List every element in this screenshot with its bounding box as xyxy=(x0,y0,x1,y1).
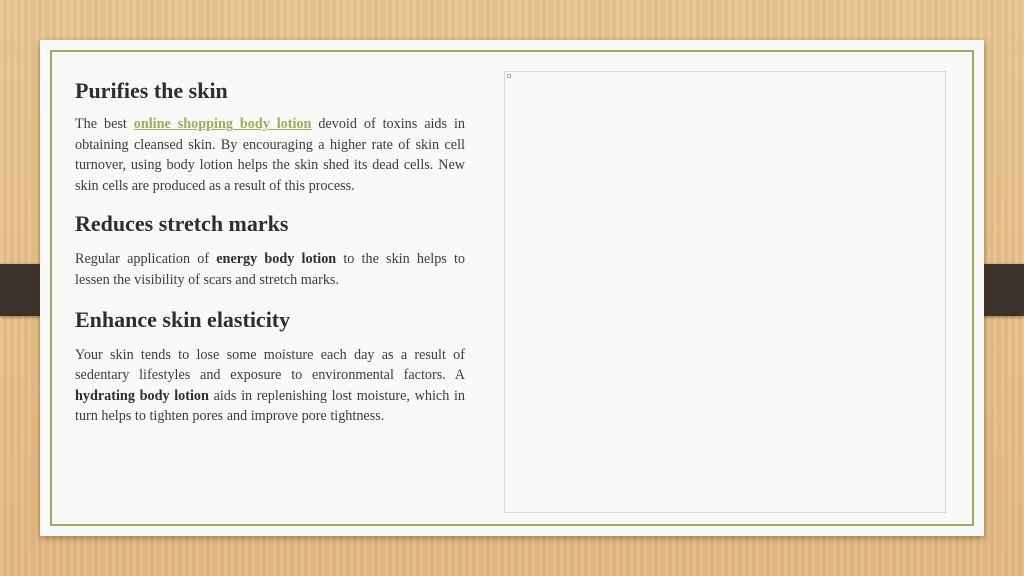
online-shopping-body-lotion-link[interactable]: online shopping body lotion xyxy=(133,116,312,132)
hydrating-body-lotion-bold: hydrating body lotion xyxy=(75,387,209,404)
energy-body-lotion-bold: energy body lotion xyxy=(216,251,337,268)
section-heading-elasticity: Enhance skin elasticity xyxy=(75,306,291,332)
section-body-stretch-marks xyxy=(75,249,465,290)
section-body-elasticity xyxy=(75,345,465,427)
body-text-start: Regular application of xyxy=(75,251,217,268)
section-body-purifies xyxy=(75,114,465,196)
body-text-end: to the skin helps to lessen the visibility of scars and stretch marks. xyxy=(75,251,466,288)
body-text-start: The best xyxy=(75,116,134,132)
section-heading-stretch-marks: Reduces stretch marks xyxy=(75,211,289,237)
section-heading-purifies: Purifies the skin xyxy=(75,78,228,103)
image-placeholder xyxy=(504,71,946,513)
broken-image-icon xyxy=(507,74,511,78)
slide-text-column xyxy=(75,76,465,427)
body-text-end: devoid of toxins aids in obtaining cleansed skin. By encouraging a higher rate of skin cell turnover, using body lotion helps the skin shed its dead cells. New skin cells are produced as a result of this process. xyxy=(75,116,465,194)
body-text-start: Your skin tends to lose some moisture each day as a result of sedentary lifestyles and exposure to environmental factors. A xyxy=(75,346,465,384)
body-text-end: aids in replenishing lost moisture, which in turn helps to tighten pores and improve pore tightness. xyxy=(75,387,465,425)
